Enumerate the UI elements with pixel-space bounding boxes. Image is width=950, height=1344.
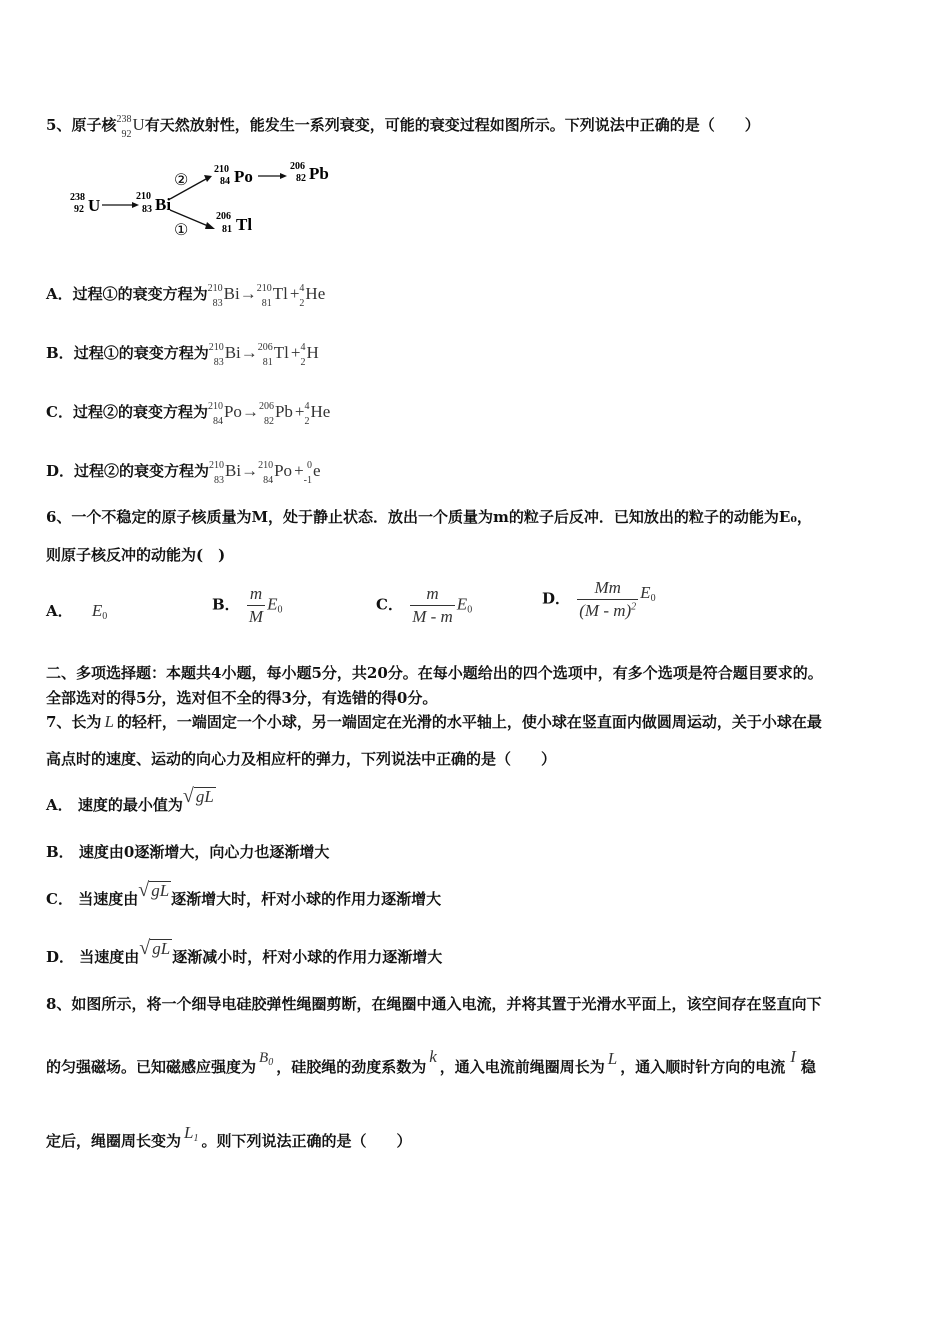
q8-line2-d: ，通入顺时针方向的电流 [620,1058,786,1076]
option-expr: E [640,582,651,602]
arrow-bi-tl-head [205,222,215,229]
q8-line3 [46,1123,412,1152]
nuclide-symbol: e [313,461,321,480]
option-text: 过程②的衰变方程为 [74,462,210,480]
arrow-po-pb-head [280,173,287,179]
option-text: 过程①的衰变方程为 [72,285,208,303]
nuclide-symbol: Po [223,402,242,421]
option-letter: B． [46,843,74,861]
nuclide-symbol: H [306,343,319,362]
option-letter: C． [46,403,73,421]
fraction-denominator: M [248,607,264,626]
diagram-po-mass: 210 [214,164,229,175]
path-1-label: ① [174,222,189,239]
q5-stem-text: 有天然放射性，能发生一系列衰变，可能的衰变过程如图所示。下列说法中正确的是（ ） [144,116,760,134]
option-letter: C． [46,890,73,908]
option-letter: A． [46,602,73,620]
q6-option-b[interactable] [212,584,282,627]
option-sub: 0 [102,611,108,622]
q8-line2-c: ，通入电流前绳圈周长为 [439,1058,605,1076]
nuclide-mass: 238 [116,114,132,125]
option-text: 速度的最小值为 [77,796,183,814]
q7-line1 [46,711,822,732]
nuclide-charge: 82 [263,416,274,427]
equation-reactant [209,461,241,490]
q8-line3-a: 定后，绳圈周长变为 [46,1132,182,1150]
sqrt-body: gL [151,881,170,900]
sqrt-body: gL [195,787,214,806]
nuclide-mass: 4 [300,342,306,353]
diagram-pb-charge: 82 [296,173,306,184]
option-expr: E [91,601,103,620]
fraction-denominator: M - m [412,607,453,626]
q8-line3-b: 。则下列说法正确的是（ ） [201,1132,412,1150]
plus-sign: + [294,402,305,421]
nuclide-symbol: Bi [225,461,242,480]
q6-option-d[interactable] [542,578,656,621]
option-letter: D． [46,948,75,966]
q6-line2: 则原子核反冲的动能为( ) [46,546,226,564]
q6-line1: 6、一个不稳定的原子核质量为M，处于静止状态．放出一个质量为m的粒子后反冲．已知放出的粒子的动能为E₀， [46,508,812,526]
nuclide-charge: 2 [300,357,306,368]
nuclide-mass: 210 [207,401,223,412]
diagram-po-symbol: Po [234,167,253,186]
sqrt-gl: √ gL [138,879,170,901]
nuclide-mass: 0 [307,460,312,471]
nuclide-charge: 83 [212,298,223,309]
sqrt-gl: √ gL [182,785,214,807]
var-k: k [429,1047,437,1066]
q7-option-b[interactable] [46,841,329,862]
diagram-pb-symbol: Pb [309,164,329,183]
nuclide-charge: 83 [213,357,224,368]
q6-option-c[interactable] [376,584,472,627]
nuclide-symbol: Bi [224,343,241,362]
plus-sign: + [289,284,300,303]
nuclide-mass: 210 [209,460,225,471]
plus-sign: + [294,461,304,480]
nuclide-symbol: Po [274,461,293,480]
equation-reactant [209,343,241,372]
equation-particle [304,461,321,490]
nuclide-charge: 2 [299,298,305,309]
q8-line2-a: 的匀强磁场。已知磁感应强度为 [46,1058,257,1076]
reaction-arrow: → [240,343,258,362]
var-l: L [607,1049,618,1068]
diagram-tl-mass: 206 [216,211,231,222]
var-l1 [184,1123,198,1142]
q5-number: 5、 [46,116,72,134]
option-text-b: 逐渐减小时，杆对小球的作用力逐渐增大 [172,948,443,966]
nuclide-charge: 84 [263,475,274,486]
var-l-sub: 1 [193,1133,199,1144]
reaction-arrow: → [241,402,259,421]
fraction-power: 2 [631,601,637,613]
diagram-u-symbol: U [88,196,101,215]
equation-product [258,343,289,372]
q7-option-a[interactable] [46,785,216,815]
diagram-bi-symbol: Bi [155,195,172,214]
nuclide-charge: 81 [261,298,272,309]
diagram-pb-mass: 206 [290,161,305,172]
reaction-arrow: → [241,461,259,480]
q7-line2: 高点时的速度、运动的向心力及相应杆的弹力，下列说法中正确的是（ ） [46,750,557,768]
section2-line2: 全部选对的得5分，选对但不全的得3分，有选错的得0分。 [46,689,438,707]
q7-option-d[interactable] [46,937,443,967]
q8-line1: 8、如图所示，将一个细导电硅胶弹性绳圈剪断，在绳圈中通入电流，并将其置于光滑水平面上，该空间存在竖直向下 [46,995,822,1013]
option-letter: B． [46,344,74,362]
nuclide-charge: 84 [212,416,223,427]
arrow-bi-po-head [204,175,212,182]
option-text-a: 当速度由 [78,890,139,908]
sqrt-body: gL [152,939,171,958]
nuclide-charge: 81 [262,357,273,368]
var-l: L [104,712,114,731]
q5-prefix: 原子核 [71,116,117,134]
nuclide-symbol: Tl [273,343,289,362]
decay-diagram [66,155,346,245]
diagram-u-charge: 92 [74,204,84,215]
nuclide-symbol: He [305,284,326,303]
option-letter: B． [212,595,240,614]
nuclide-symbol: Tl [272,284,288,303]
option-text: 速度由0逐渐增大，向心力也逐渐增大 [78,843,330,861]
fraction-numerator: Mm [594,578,621,597]
var-l: L [184,1123,194,1142]
equation-product [258,461,292,490]
fraction-numerator: m [426,584,439,603]
equation-reactant [208,284,240,313]
option-expr: E [267,594,278,614]
option-letter: A． [46,285,73,303]
q6-option-a[interactable] [46,600,107,622]
option-expr: E [456,594,468,614]
option-sub: 0 [467,604,473,616]
q7-option-c[interactable] [46,879,442,909]
option-letter: A． [46,796,73,814]
nuclide-charge: 2 [304,416,310,427]
diagram-po-charge: 84 [220,176,230,187]
option-letter: D． [46,462,75,480]
fraction-denominator: (M - m) [579,601,632,620]
nuclide-mass: 210 [258,460,274,471]
var-i: I [790,1047,796,1066]
diagram-tl-charge: 81 [222,224,232,235]
nuclide-charge: 83 [214,475,225,486]
q8-line2 [46,1047,816,1078]
option-text: 过程①的衰变方程为 [73,344,209,362]
nuclide-mass: 210 [256,283,272,294]
q8-line2-e: 稳 [800,1058,816,1076]
nuclide-symbol: U [132,115,145,134]
nuclide-charge: 92 [121,129,132,140]
path-2-label: ② [174,172,189,189]
nuclide-charge: -1 [303,475,312,486]
q5-nuclide [116,115,144,144]
nuclide-mass: 4 [304,401,310,412]
equation-particle [299,284,325,313]
option-letter: C． [376,595,403,614]
option-text-b: 逐渐增大时，杆对小球的作用力逐渐增大 [171,890,442,908]
var-b0 [259,1050,273,1066]
q5-option-a[interactable] [46,283,325,313]
option-text-a: 当速度由 [79,948,140,966]
q5-option-d[interactable] [46,460,321,490]
nuclide-mass: 206 [257,342,273,353]
nuclide-mass: 4 [299,283,305,294]
var-b: B [259,1050,269,1066]
diagram-bi-charge: 83 [142,204,152,215]
option-text: 过程②的衰变方程为 [72,403,208,421]
nuclide-mass: 210 [208,342,224,353]
sqrt-gl: √ gL [139,937,171,959]
q5-stem [46,114,760,144]
q5-option-b[interactable] [46,342,319,372]
equation-product [257,284,288,313]
nuclide-symbol: He [310,402,331,421]
nuclide-symbol: Pb [274,402,293,421]
nuclide-mass: 210 [207,283,223,294]
diagram-bi-mass: 210 [136,191,151,202]
nuclide-symbol: Bi [223,284,240,303]
section2-line1: 二、多项选择题：本题共4小题，每小题5分，共20分。在每小题给出的四个选项中，有多个选项是符合题目要求的。 [46,664,823,682]
equation-particle [300,343,318,372]
equation-particle [305,402,331,431]
var-b-sub: 0 [268,1057,274,1068]
option-letter: D． [542,589,571,608]
reaction-arrow: → [239,284,257,303]
q7-line1-b: 的轻杆，一端固定一个小球，另一端固定在光滑的水平轴上，使小球在竖直面内做圆周运动，关于小球在最 [116,713,822,731]
option-sub: 0 [650,592,656,604]
plus-sign: + [290,343,301,362]
q7-line1-a: 7、长为 [46,713,102,731]
nuclide-mass: 206 [258,401,274,412]
diagram-u-mass: 238 [70,192,85,203]
diagram-tl-symbol: Tl [236,215,253,234]
q8-line2-b: ，硅胶绳的劲度系数为 [276,1058,427,1076]
equation-product [259,402,293,431]
option-sub: 0 [277,604,283,616]
q5-option-c[interactable] [46,401,330,431]
equation-reactant [208,402,242,431]
arrow-u-bi-head [132,202,139,208]
fraction-numerator: m [249,584,263,603]
